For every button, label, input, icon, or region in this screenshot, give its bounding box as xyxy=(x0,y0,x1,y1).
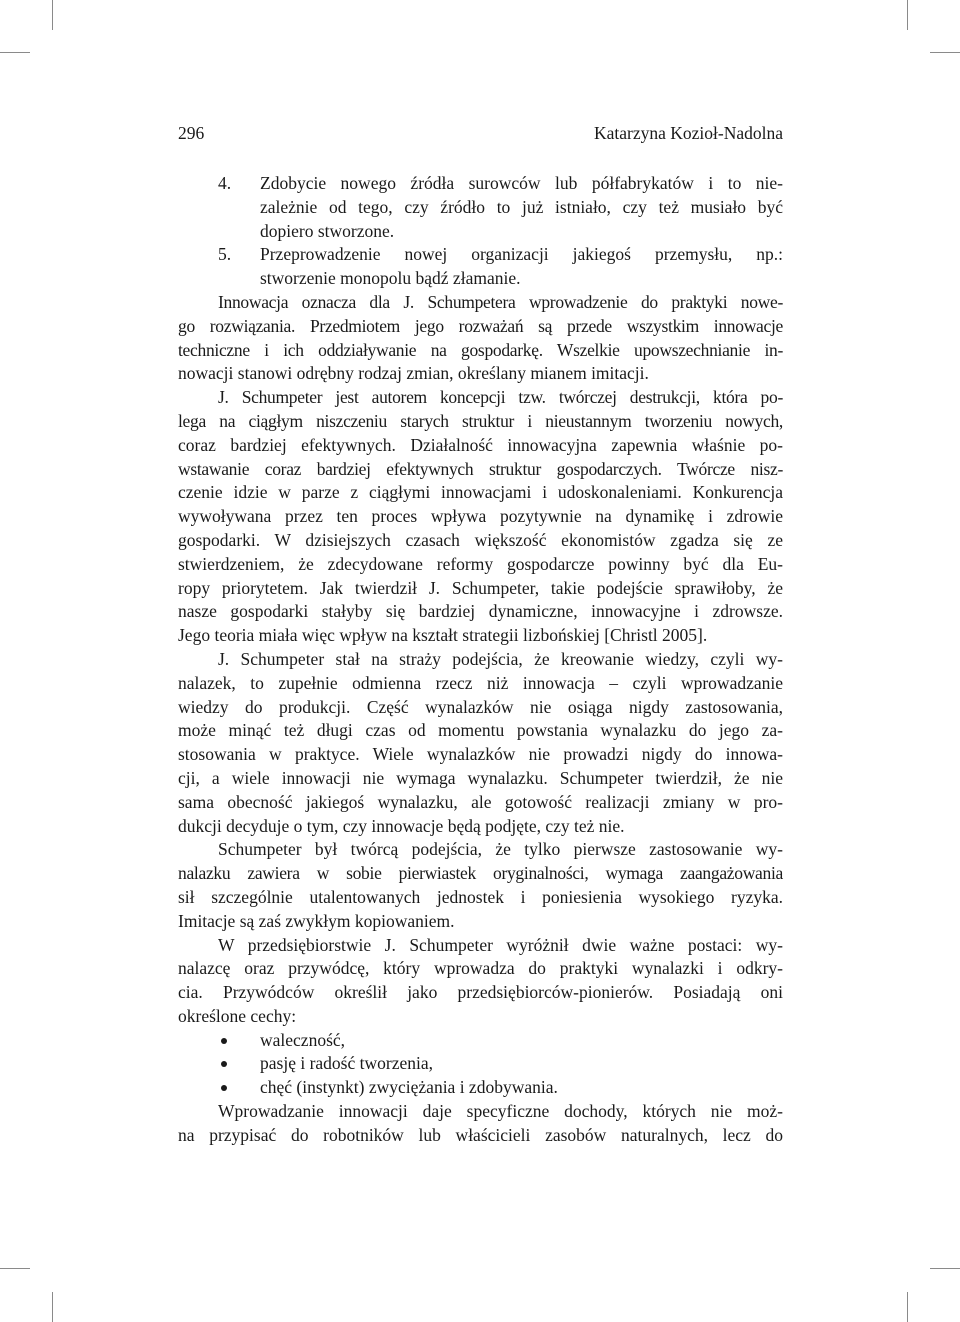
text-line: może minąć też długi czas od momentu powstania wynalazku do jego za- xyxy=(178,720,783,741)
text-line: go rozwiązania. Przedmiotem jego rozważań są przede wszystkim innowacje xyxy=(178,315,783,336)
text-line: cia. Przywódców określił jako przedsiębiorców-pionierów. Posiadają oni xyxy=(178,982,783,1003)
text-line: J. Schumpeter stał na straży podejścia, że kreowanie wiedzy, czyli wy- xyxy=(218,648,783,669)
paragraph xyxy=(178,386,783,648)
text-line: nalazek, to zupełnie odmienna rzecz niż innowacja – czyli wprowadzanie xyxy=(178,672,783,693)
bullet-icon xyxy=(221,1038,227,1044)
paragraph xyxy=(178,648,783,838)
text-line: zależnie od tego, czy źródło to już istniało, czy też musiało być xyxy=(260,196,783,217)
text-line: wywoływana przez ten proces wpływa pozytywnie na dynamikę i zdrowie xyxy=(178,506,783,527)
list-item-text: chęć (instynkt) zwyciężania i zdobywania. xyxy=(260,1077,558,1098)
page-number: 296 xyxy=(178,123,205,143)
text-line: lega na ciągłym niszczeniu starych struktur i nieustannym tworzeniu nowych, xyxy=(178,410,783,431)
text-line: Imitacje są zaś zwykłym kopiowaniem. xyxy=(178,910,455,931)
list-item-text: waleczność, xyxy=(260,1029,346,1050)
crop-mark-top-right xyxy=(907,0,908,30)
text-line: nasze gospodarki stałyby się bardziej dynamiczne, innowacyjne i zdrowsze. xyxy=(178,601,783,622)
bullet-icon xyxy=(221,1061,227,1067)
text-line: Innowacja oznacza dla J. Schumpetera wprowadzenie do praktyki nowe- xyxy=(218,291,783,312)
text-line: techniczne i ich oddziaływanie na gospodarkę. Wszelkie upowszechnianie in- xyxy=(178,339,783,360)
text-line: sił szczególnie utalentowanych jednostek i poniesienia wysokiego ryzyka. xyxy=(178,886,783,907)
text-line: nalazcę oraz przywódcę, który wprowadza do praktyki wynalazki i odkry- xyxy=(178,958,783,979)
crop-mark-bottom-left xyxy=(52,1292,53,1322)
crop-mark-right-top xyxy=(930,52,960,53)
crop-mark-right-bottom xyxy=(930,1268,960,1269)
text-line: stosowania w praktyce. Wiele wynalazków nie prowadzi nigdy do innowa- xyxy=(178,744,783,765)
text-line: na przypisać do robotników lub właścicieli zasobów naturalnych, lecz do xyxy=(178,1124,783,1145)
paragraph xyxy=(178,1100,783,1148)
bullet-list xyxy=(178,1029,783,1100)
text-line: W przedsiębiorstwie J. Schumpeter wyróżnił dwie ważne postaci: wy- xyxy=(218,934,783,955)
text-line: określone cechy: xyxy=(178,1005,297,1026)
numbered-item xyxy=(178,243,783,291)
text-line: czenie idzie w parze z ciągłymi innowacjami i udoskonaleniami. Konkurencja xyxy=(178,482,783,503)
bullet-icon xyxy=(221,1085,227,1091)
list-item xyxy=(178,1052,783,1076)
text-line: nalazku zawiera w sobie pierwiastek oryginalności, wymaga zaangażowania xyxy=(178,863,783,884)
item-number: 5. xyxy=(218,244,232,265)
text-line: wstawanie coraz bardziej efektywnych struktur gospodarczych. Twórcze nisz- xyxy=(178,458,783,479)
text-line: ropy priorytetem. Jak twierdził J. Schumpeter, takie podejście sprawiłoby, że xyxy=(178,577,783,598)
list-item-text: pasję i radość tworzenia, xyxy=(260,1053,433,1074)
text-line: gospodarki. W dzisiejszych czasach większość ekonomistów zgadza się ze xyxy=(178,529,783,550)
paragraph xyxy=(178,934,783,1029)
text-line: stworzenie monopolu bądź złamanie. xyxy=(260,268,521,289)
paragraph xyxy=(178,291,783,386)
text-line: cji, a wiele innowacji nie wymaga wynalazku. Schumpeter twierdził, że nie xyxy=(178,767,783,788)
text-line: Wprowadzanie innowacji daje specyficzne dochody, których nie moż- xyxy=(218,1101,783,1122)
running-author: Katarzyna Kozioł-Nadolna xyxy=(593,123,783,143)
crop-mark-left-top xyxy=(0,52,30,53)
text-line: Przeprowadzenie nowej organizacji jakiegoś przemysłu, np.: xyxy=(260,244,783,265)
paragraph xyxy=(178,838,783,933)
crop-mark-top-left xyxy=(52,0,53,30)
text-line: coraz bardziej efektywnych. Działalność innowacyjna zapewnia właśnie po- xyxy=(178,434,783,455)
text-line: J. Schumpeter jest autorem koncepcji tzw. twórczej destrukcji, która po- xyxy=(218,387,783,408)
text-line: sama obecność jakiegoś wynalazku, ale gotowość realizacji zmiany w pro- xyxy=(178,791,783,812)
running-header xyxy=(178,121,783,145)
item-number: 4. xyxy=(218,173,232,193)
text-line: Jego teoria miała więc wpływ na kształt strategii lizbońskiej [Christl 2005]. xyxy=(178,625,708,646)
text-line: wiedzy do produkcji. Część wynalazków nie osiąga nigdy zastosowania, xyxy=(178,696,783,717)
text-line: dopiero stworzone. xyxy=(260,220,395,241)
text-line: nowacji stanowi odrębny rodzaj zmian, określany mianem imitacji. xyxy=(178,363,649,384)
text-line: Zdobycie nowego źródła surowców lub półfabrykatów i to nie- xyxy=(260,173,783,193)
list-item xyxy=(178,1029,783,1053)
text-line: dukcji decyduje o tym, czy innowacje będą podjęte, czy też nie. xyxy=(178,815,625,836)
body-text xyxy=(178,172,783,1148)
crop-mark-bottom-right xyxy=(907,1292,908,1322)
text-line: Schumpeter był twórcą podejścia, że tylko pierwsze zastosowanie wy- xyxy=(218,839,783,860)
numbered-item xyxy=(178,172,783,243)
crop-mark-left-bottom xyxy=(0,1268,30,1269)
list-item xyxy=(178,1076,783,1100)
text-line: stwierdzeniem, że zdecydowane reformy gospodarcze powinny być dla Eu- xyxy=(178,553,783,574)
